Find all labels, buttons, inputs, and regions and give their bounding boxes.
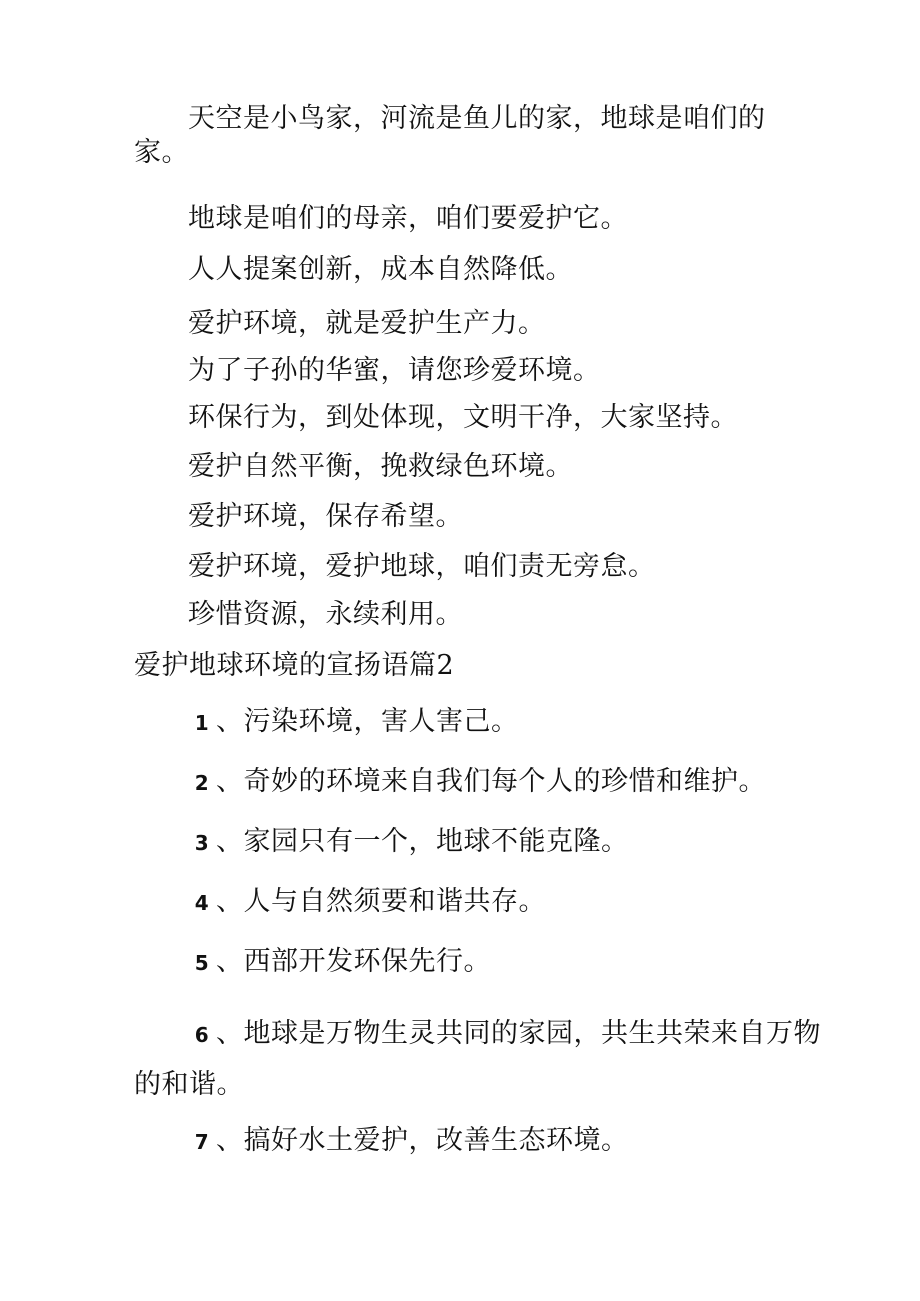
slogan-3: 爱护环境，就是爱护生产力。: [188, 308, 546, 339]
item-number: 2: [194, 771, 210, 795]
item-number: 7: [194, 1130, 210, 1154]
item-number: 5: [194, 951, 210, 975]
item-text: 、污染环境，害人害己。: [216, 706, 519, 737]
item-text: 、人与自然须要和谐共存。: [216, 886, 546, 917]
intro-line-2: 家。: [134, 137, 189, 168]
slogan-5: 环保行为，到处体现，文明干净，大家坚持。: [188, 402, 738, 433]
numbered-item-5: [188, 943, 491, 982]
numbered-item-7: [188, 1122, 629, 1161]
slogan-8: 爱护环境，爱护地球，咱们责无旁怠。: [188, 551, 656, 582]
item-text: 、搞好水土爱护，改善生态环境。: [216, 1125, 629, 1156]
numbered-item-2: [188, 763, 766, 802]
numbered-item-4: [188, 883, 546, 922]
intro-line-1: 天空是小鸟家，河流是鱼儿的家，地球是咱们的: [188, 103, 766, 134]
numbered-item-6: [188, 1015, 821, 1054]
item-number: 4: [194, 891, 210, 915]
item-text: 、奇妙的环境来自我们每个人的珍惜和维护。: [216, 766, 766, 797]
item-text: 、家园只有一个，地球不能克隆。: [216, 826, 629, 857]
slogan-9: 珍惜资源，永续利用。: [188, 599, 463, 630]
numbered-item-6-continuation: 的和谐。: [134, 1069, 244, 1100]
slogan-7: 爱护环境，保存希望。: [188, 501, 463, 532]
item-number: 1: [194, 711, 210, 735]
numbered-item-3: [188, 823, 629, 862]
section-title: 爱护地球环境的宣扬语篇2: [134, 650, 455, 681]
item-number: 6: [194, 1023, 210, 1047]
slogan-2: 人人提案创新，成本自然降低。: [188, 254, 573, 285]
slogan-6: 爱护自然平衡，挽救绿色环境。: [188, 451, 573, 482]
item-text: 、西部开发环保先行。: [216, 946, 491, 977]
item-text: 、地球是万物生灵共同的家园，共生共荣来自万物: [216, 1018, 821, 1049]
item-number: 3: [194, 831, 210, 855]
slogan-1: 地球是咱们的母亲，咱们要爱护它。: [188, 203, 628, 234]
slogan-4: 为了子孙的华蜜，请您珍爱环境。: [188, 355, 601, 386]
numbered-item-1: [188, 703, 519, 742]
